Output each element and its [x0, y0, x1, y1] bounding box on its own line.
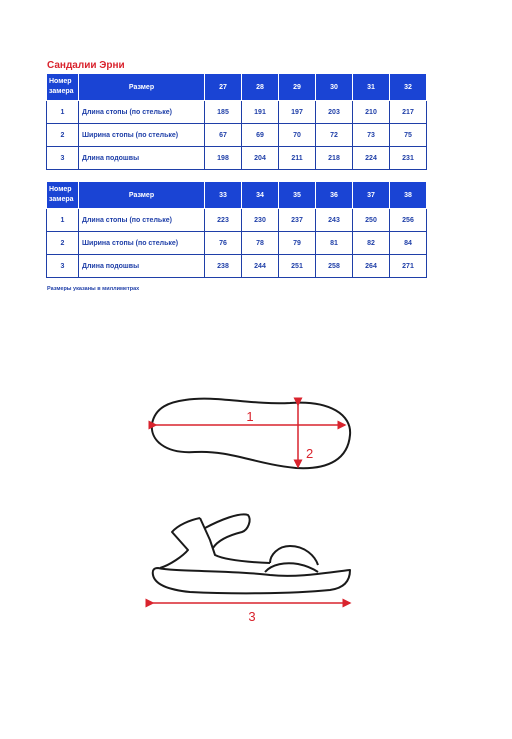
cell-value: 79 [279, 232, 316, 255]
cell-value: 217 [390, 101, 427, 124]
cell-value: 264 [353, 255, 390, 278]
cell-value: 69 [242, 124, 279, 147]
header-size: Размер [79, 74, 205, 101]
header-size-value: 34 [242, 182, 279, 209]
page-title: Сандалии Эрни [47, 60, 125, 71]
cell-value: 67 [205, 124, 242, 147]
cell-value: 211 [279, 147, 316, 170]
cell-value: 230 [242, 209, 279, 232]
cell-value: 271 [390, 255, 427, 278]
cell-value: 197 [279, 101, 316, 124]
row-number: 3 [47, 255, 79, 278]
sandal-side-view [153, 514, 350, 593]
cell-value: 218 [316, 147, 353, 170]
cell-value: 231 [390, 147, 427, 170]
cell-value: 243 [316, 209, 353, 232]
row-parameter: Ширина стопы (по стельке) [79, 232, 205, 255]
cell-value: 70 [279, 124, 316, 147]
cell-value: 198 [205, 147, 242, 170]
cell-value: 84 [390, 232, 427, 255]
header-size: Размер [79, 182, 205, 209]
header-size-value: 30 [316, 74, 353, 101]
row-number: 2 [47, 124, 79, 147]
header-size-value: 28 [242, 74, 279, 101]
row-parameter: Длина подошвы [79, 255, 205, 278]
header-size-value: 37 [353, 182, 390, 209]
header-size-value: 35 [279, 182, 316, 209]
row-number: 1 [47, 209, 79, 232]
header-size-value: 31 [353, 74, 390, 101]
row-parameter: Длина стопы (по стельке) [79, 101, 205, 124]
header-size-value: 38 [390, 182, 427, 209]
header-measure-number: Номер замера [47, 74, 79, 101]
cell-value: 191 [242, 101, 279, 124]
label-width: 2 [306, 446, 314, 461]
cell-value: 237 [279, 209, 316, 232]
label-length: 1 [246, 409, 254, 424]
cell-value: 204 [242, 147, 279, 170]
cell-value: 75 [390, 124, 427, 147]
row-parameter: Длина стопы (по стельке) [79, 209, 205, 232]
cell-value: 250 [353, 209, 390, 232]
cell-value: 258 [316, 255, 353, 278]
cell-value: 203 [316, 101, 353, 124]
cell-value: 73 [353, 124, 390, 147]
row-parameter: Ширина стопы (по стельке) [79, 124, 205, 147]
label-sole: 3 [248, 609, 256, 624]
cell-value: 185 [205, 101, 242, 124]
cell-value: 72 [316, 124, 353, 147]
header-size-value: 32 [390, 74, 427, 101]
header-size-value: 29 [279, 74, 316, 101]
row-number: 1 [47, 101, 79, 124]
cell-value: 223 [205, 209, 242, 232]
cell-value: 78 [242, 232, 279, 255]
cell-value: 251 [279, 255, 316, 278]
cell-value: 210 [353, 101, 390, 124]
cell-value: 224 [353, 147, 390, 170]
cell-value: 244 [242, 255, 279, 278]
header-size-value: 27 [205, 74, 242, 101]
row-number: 3 [47, 147, 79, 170]
units-note: Размеры указаны в миллиметрах [47, 286, 140, 292]
header-size-value: 36 [316, 182, 353, 209]
cell-value: 82 [353, 232, 390, 255]
header-measure-number: Номер замера [47, 182, 79, 209]
cell-value: 256 [390, 209, 427, 232]
row-number: 2 [47, 232, 79, 255]
row-parameter: Длина подошвы [79, 147, 205, 170]
cell-value: 76 [205, 232, 242, 255]
header-size-value: 33 [205, 182, 242, 209]
cell-value: 238 [205, 255, 242, 278]
cell-value: 81 [316, 232, 353, 255]
